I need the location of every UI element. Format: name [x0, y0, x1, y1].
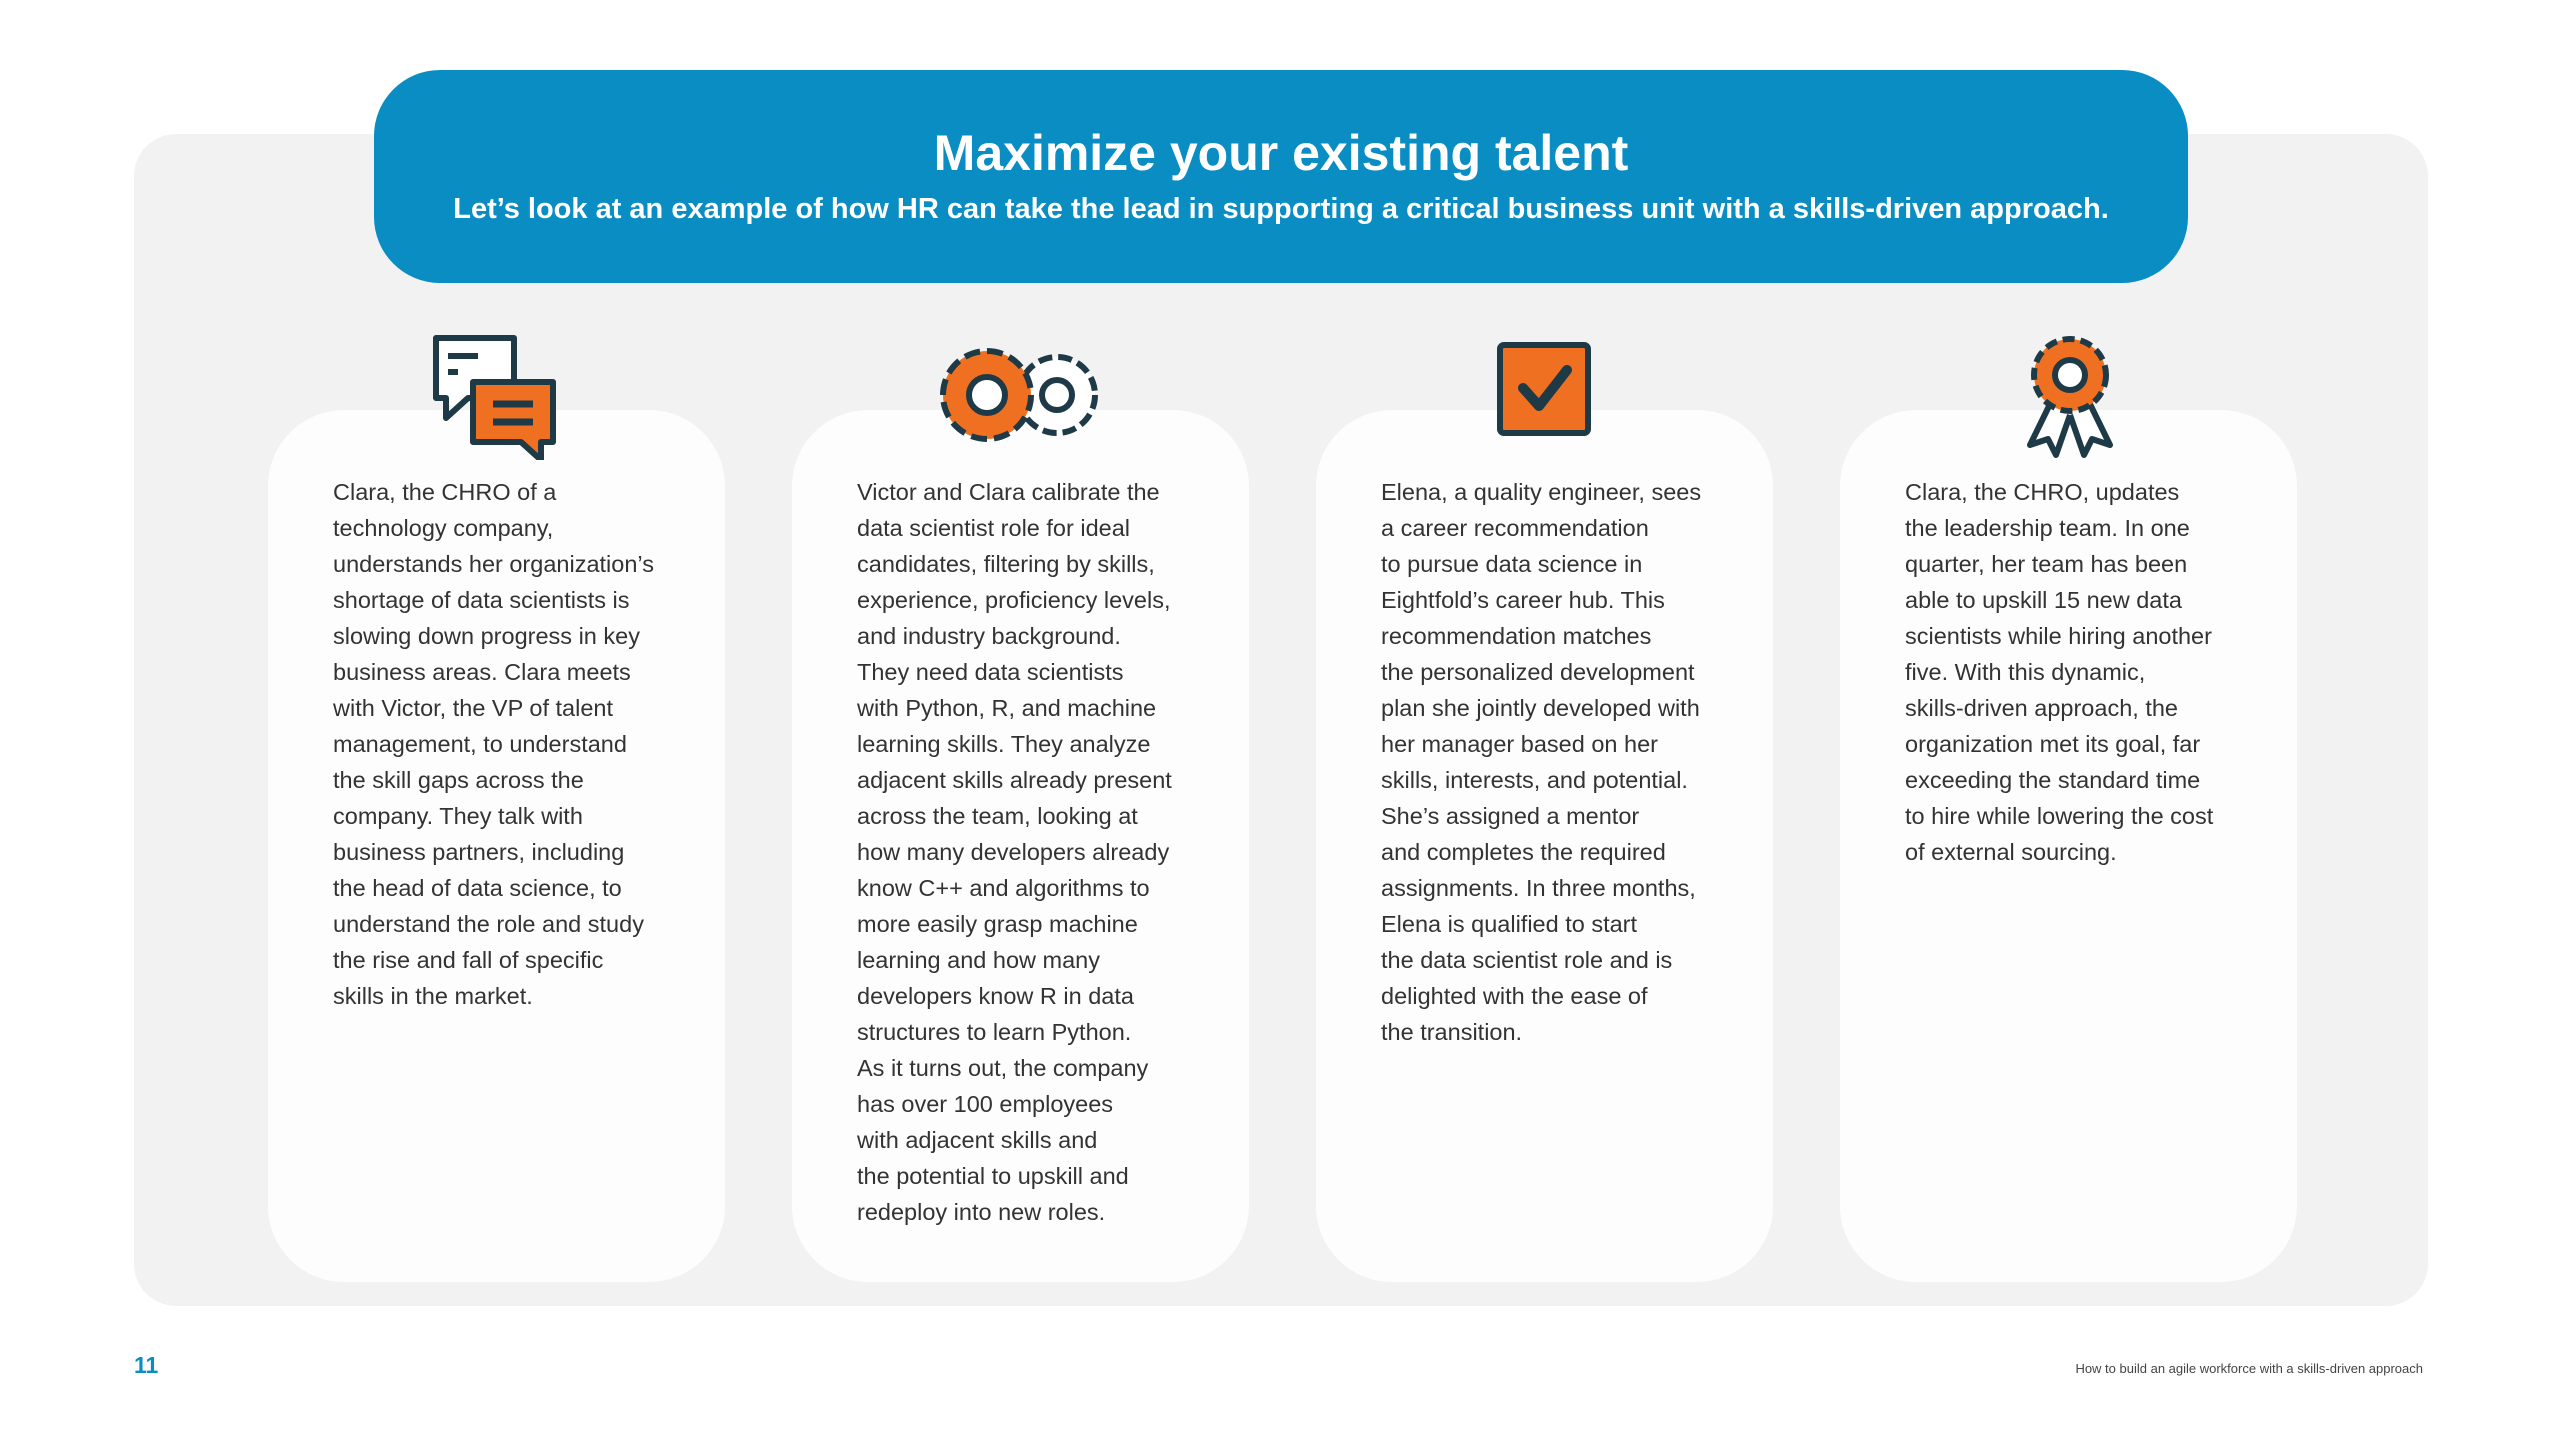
- story-card-4: [1840, 410, 2297, 1282]
- story-card-1: [268, 410, 725, 1282]
- gears-icon: [935, 330, 1105, 460]
- card-text: Victor and Clara calibrate the data scientist role for ideal candidates, filtering by skills, experience, proficiency levels, and industry background. They need data scientists with Python, R, and machine learning skills. They analyze adjacent skills already present across the team, looking at how many developers already know C++ and algorithms to more easily grasp machine learning and how many developers know R in data structures to learn Python. As it turns out, the company has over 100 employees with adjacent skills and the potential to upskill and redeploy into new roles.: [857, 479, 1172, 1225]
- checkbox-icon: [1475, 330, 1615, 460]
- card-text: Elena, a quality engineer, sees a career recommendation to pursue data science in Eightfold’s career hub. This recommendation matches the personalized development plan she jointly developed with her manager based on her skills, interests, and potential. She’s assigned a mentor and completes the required assignments. In three months, Elena is qualified to start the data scientist role and is delighted with the ease of the transition.: [1381, 479, 1702, 1045]
- document-title-footer: How to build an agile workforce with a skills-driven approach: [2075, 1361, 2423, 1376]
- card-text: Clara, the CHRO of a technology company, understands her organization’s shortage of data scientists is slowing down progress in key business areas. Clara meets with Victor, the VP of talent management, to understand the skill gaps across the company. They talk with business partners, including the head of data science, to understand the role and study the rise and fall of specific skills in the market.: [333, 479, 654, 1009]
- page-subtitle: Let’s look at an example of how HR can take the lead in supporting a critical business unit with a skills-driven approach.: [453, 193, 2109, 225]
- card-text: Clara, the CHRO, updates the leadership team. In one quarter, her team has been able to upskill 15 new data scientists while hiring another five. With this dynamic, skills-driven approach, the organization met its goal, far exceeding the standard time to hire while lowering the cost of external sourcing.: [1905, 479, 2214, 865]
- page-number: 11: [134, 1352, 159, 1378]
- page-title: Maximize your existing talent: [933, 125, 1629, 181]
- award-ribbon-icon: [2000, 330, 2140, 460]
- chat-bubbles-icon: [428, 330, 568, 460]
- story-card-2: [792, 410, 1249, 1282]
- story-card-3: [1316, 410, 1773, 1282]
- header-banner: [374, 70, 2188, 283]
